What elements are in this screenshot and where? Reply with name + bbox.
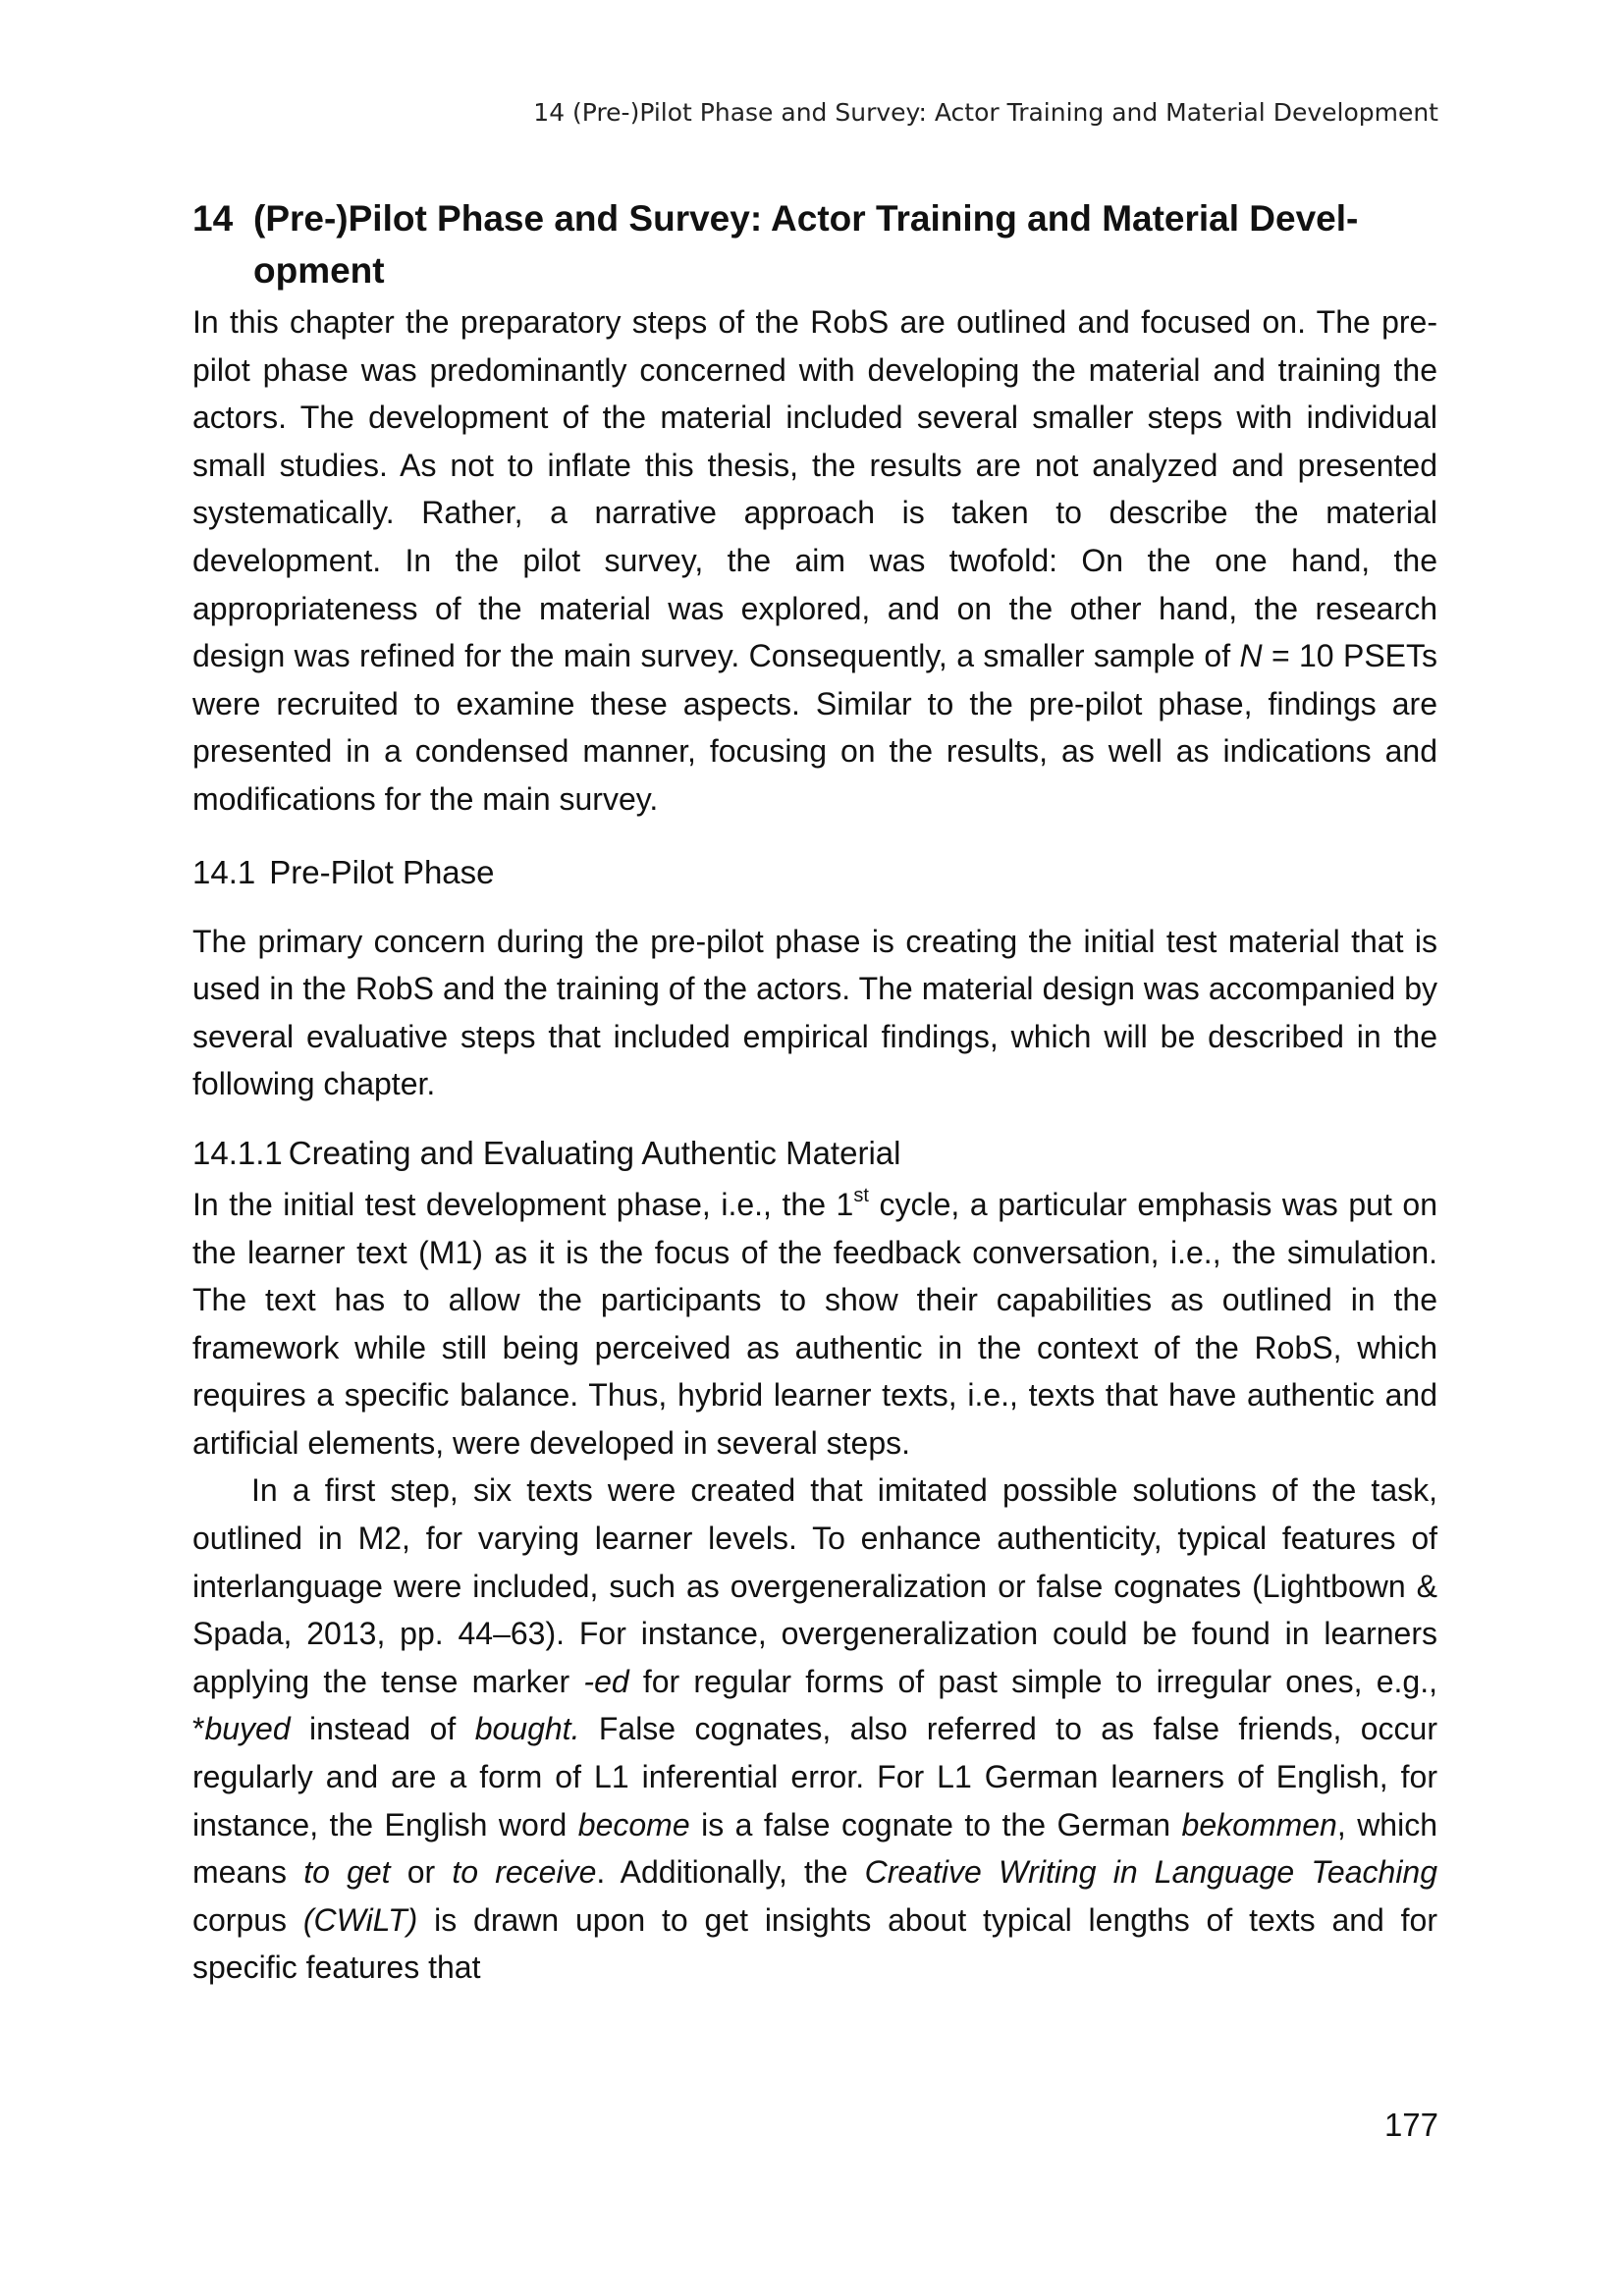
subsection-title: Creating and Evaluating Authentic Material xyxy=(288,1134,901,1171)
section-paragraph: The primary concern during the pre-pilot phase is creating the initial test material that is used in the RobS and the training of the actors. The material design was accompanied by several evaluative steps that included empirical findings, which will be described in the following chapter. xyxy=(192,923,1437,1102)
chapter-title: (Pre-)Pilot Phase and Survey: Actor Training and Material Development xyxy=(253,198,1359,291)
section-title: Pre-Pilot Phase xyxy=(269,853,495,890)
intro-text-b: = 10 PSETs were recruited to examine these aspects. Similar to the pre-pilot phase, findings are presented in a condensed manner, focusing on the results, as well as indications and modifications for the main survey. xyxy=(192,638,1438,817)
body-paragraph-1 xyxy=(192,1181,1437,1468)
intro-paragraph xyxy=(192,298,1437,824)
p2-italic-7: to receive xyxy=(452,1854,597,1891)
p2-italic-4: become xyxy=(577,1806,690,1842)
p2-text-j: is drawn upon to get insights about typical lengths of texts and for specific features that xyxy=(192,1901,1438,1986)
p2-text-i: corpus xyxy=(192,1901,303,1938)
p2-text-g: or xyxy=(390,1854,453,1891)
p2-text-b: for regular forms of past simple to irregular ones, e.g., * xyxy=(192,1663,1438,1747)
p2-text-h: . Additionally, the xyxy=(596,1854,865,1891)
chapter-number: 14 xyxy=(192,198,234,239)
chapter-heading xyxy=(192,192,1437,296)
section-heading xyxy=(192,849,1437,896)
p1-superscript: st xyxy=(853,1184,869,1206)
p2-italic-9: (CWiLT) xyxy=(302,1901,418,1938)
p2-text-c: instead of xyxy=(290,1711,475,1747)
intro-text-a: In this chapter the preparatory steps of the RobS are outlined and focused on. The pre-pilot phase was predominantly concerned with developing the material and training the actors. The development of the material included several smaller steps with individual small studies. As not to inflate this thesis, the results are not analyzed and presented systematically. Rather, a narrative approach is taken to describe the material development. In the pilot survey, the aim was twofold: On the one hand, the appropriateness of the material was explored, and on the other hand, the research design was refined for the main survey. Consequently, a smaller sample of xyxy=(192,304,1437,674)
p2-italic-8: Creative Writing in Language Teaching xyxy=(864,1854,1438,1891)
p2-italic-6: to get xyxy=(303,1854,391,1891)
section-number: 14.1 xyxy=(192,853,256,890)
page-number: 177 xyxy=(1383,2107,1438,2143)
body-paragraph-2 xyxy=(192,1467,1437,1992)
p2-text-e: is a false cognate to the German xyxy=(689,1806,1182,1842)
p2-text-f: , which means xyxy=(192,1806,1438,1891)
intro-n-symbol: N xyxy=(1239,638,1263,674)
p2-italic-1: -ed xyxy=(583,1663,629,1699)
p2-italic-2: buyed xyxy=(204,1711,291,1747)
running-head: 14 (Pre-)Pilot Phase and Survey: Actor Training and Material Development xyxy=(533,98,1438,127)
p2-italic-3: bought. xyxy=(474,1711,580,1747)
subsection-number: 14.1.1 xyxy=(192,1134,283,1171)
subsection-heading xyxy=(192,1130,1437,1177)
p2-text-d: False cognates, also referred to as false friends, occur regularly and are a form of L1 inferential error. For L1 German learners of English, for instance, the English word xyxy=(192,1711,1437,1842)
p2-italic-5: bekommen xyxy=(1181,1806,1337,1842)
p1-text-a: In the initial test development phase, i.e., the 1 xyxy=(192,1186,854,1222)
p2-text-a: In a first step, six texts were created that imitated possible solutions of the task, outlined in M2, for varying learner levels. To enhance authenticity, typical features of interlanguage were included, such as overgeneralization or false cognates (Lightbown & Spada, 2013, pp. 44–63). For instance, overgeneralization could be found in learners applying the tense marker xyxy=(192,1472,1437,1699)
text-column xyxy=(192,192,1437,1992)
p1-text-b: cycle, a particular emphasis was put on the learner text (M1) as it is the focus of the feedback conversation, i.e., the simulation. The text has to allow the participants to show their capabilities as outlined in the framework while still being perceived as authentic in the context of the RobS, which requires a specific balance. Thus, hybrid learner texts, i.e., texts that have authentic and artificial elements, were developed in several steps. xyxy=(192,1186,1438,1461)
